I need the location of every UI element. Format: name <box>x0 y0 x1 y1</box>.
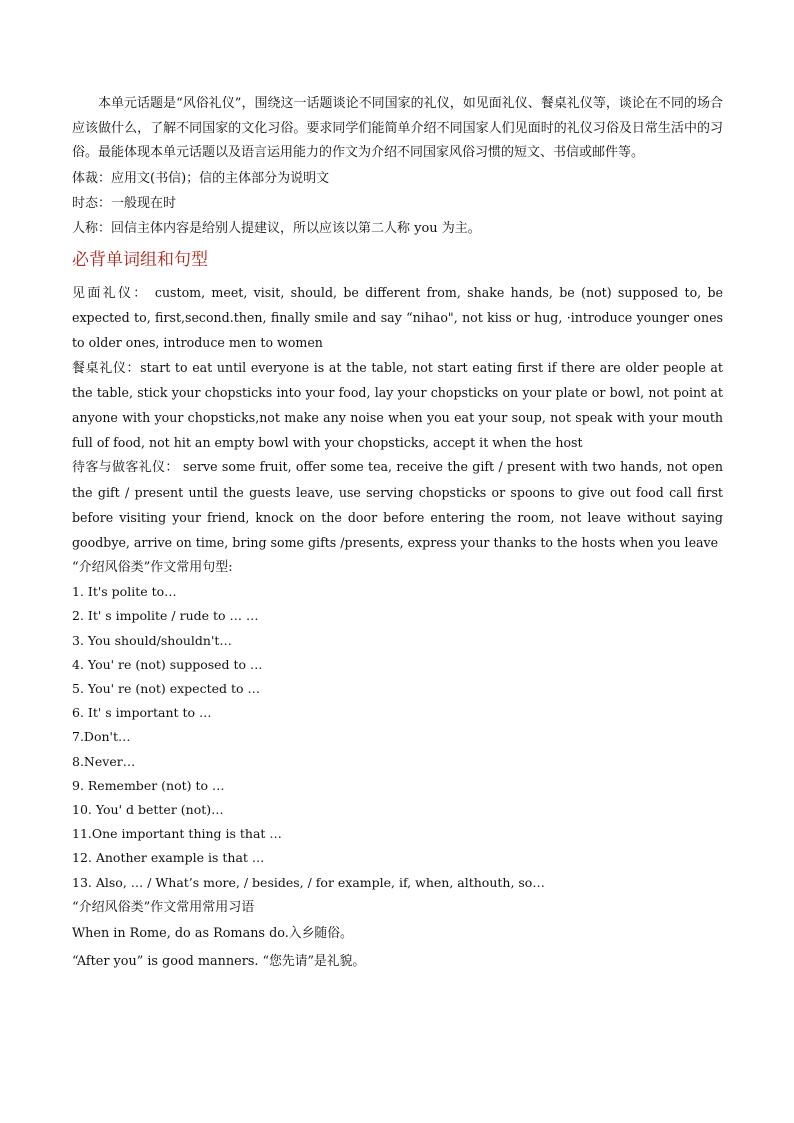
guest-label: 待客与做客礼仪： <box>72 460 179 476</box>
guest-text: serve some fruit, offer some tea, receive the gift / present with two hands, not open the gift / present until the guests leave, use serving chopsticks or spoons to give out food call first before visiting your friend, knock on the door before entering the room, not leave without saying goodbye, arrive on time, bring some gifts /presents, express your thanks to the hosts when you leave <box>72 459 723 550</box>
pattern-item: 10. You' d better (not)… <box>72 802 224 818</box>
intro-paragraph: 本单元话题是“风俗礼仪”，围绕这一话题谈论不同国家的礼仪，如见面礼仪、餐桌礼仪等，谈论在不同的场合应该做什么，了解不同国家的文化习俗。要求同学们能简单介绍不同国家人们见面时的礼仪习俗及日常生活中的习俗。最能体现本单元话题以及语言运用能力的作文为介绍不同国家风俗习惯的短文、书信或邮件等。 <box>72 96 723 160</box>
pattern-item: 13. Also, … / What’s more, / besides, / for example, if, when, althouth, so… <box>72 874 545 890</box>
table-etiquette <box>72 356 723 456</box>
idioms-title: “介绍风俗类”作文常用常用习语 <box>72 899 255 915</box>
meeting-text: custom, meet, visit, should, be different from, shake hands, be (not) supposed to, be expected to, first,second.then, finally smile and say “nihao", not kiss or hug, ·introduce younger ones to older ones, introduce men to women <box>72 284 723 350</box>
meeting-etiquette <box>72 281 723 356</box>
section-heading: 必背单词组和句型 <box>72 249 208 270</box>
pattern-item: 6. It' s important to … <box>72 705 212 721</box>
patterns-title: “介绍风俗类”作文常用句型: <box>72 560 233 576</box>
pattern-item: 11.One important thing is that … <box>72 826 282 842</box>
meeting-label: 见面礼仪： <box>72 285 149 301</box>
pattern-item: 8.Never… <box>72 753 136 769</box>
pattern-item: 5. You' re (not) expected to … <box>72 681 260 697</box>
pattern-item: 4. You' re (not) supposed to … <box>72 656 263 672</box>
document-page <box>72 92 723 976</box>
pattern-item: 3. You should/shouldn't… <box>72 632 232 648</box>
pattern-item: 2. It' s impolite / rude to … … <box>72 608 259 624</box>
pattern-item: 1. It's polite to… <box>72 584 177 600</box>
idiom-item: “After you” is good manners. “您先请”是礼貌。 <box>72 953 366 969</box>
idiom-item: When in Rome, do as Romans do.入乡随俗。 <box>72 925 353 941</box>
pattern-item: 7.Don't… <box>72 729 131 745</box>
style-line: 体裁：应用文(书信)；信的主体部分为说明文 <box>72 170 330 186</box>
tense-line: 时态：一般现在时 <box>72 195 177 211</box>
person-line: 人称：回信主体内容是给别人提建议，所以应该以第二人称 you 为主。 <box>72 220 481 236</box>
table-text: start to eat until everyone is at the table, not start eating first if there are older people at the table, stick your chopsticks into your food, lay your chopsticks on your plate or bowl, not point at anyone with your chopsticks,not make any noise when you eat your soup, not speak with your mouth full of food, not hit an empty bowl with your chopsticks, accept it when the host <box>72 359 723 450</box>
pattern-item: 12. Another example is that … <box>72 850 265 866</box>
patterns-list <box>72 580 723 895</box>
table-label: 餐桌礼仪： <box>72 360 141 376</box>
guest-etiquette <box>72 455 723 555</box>
pattern-item: 9. Remember (not) to … <box>72 777 225 793</box>
